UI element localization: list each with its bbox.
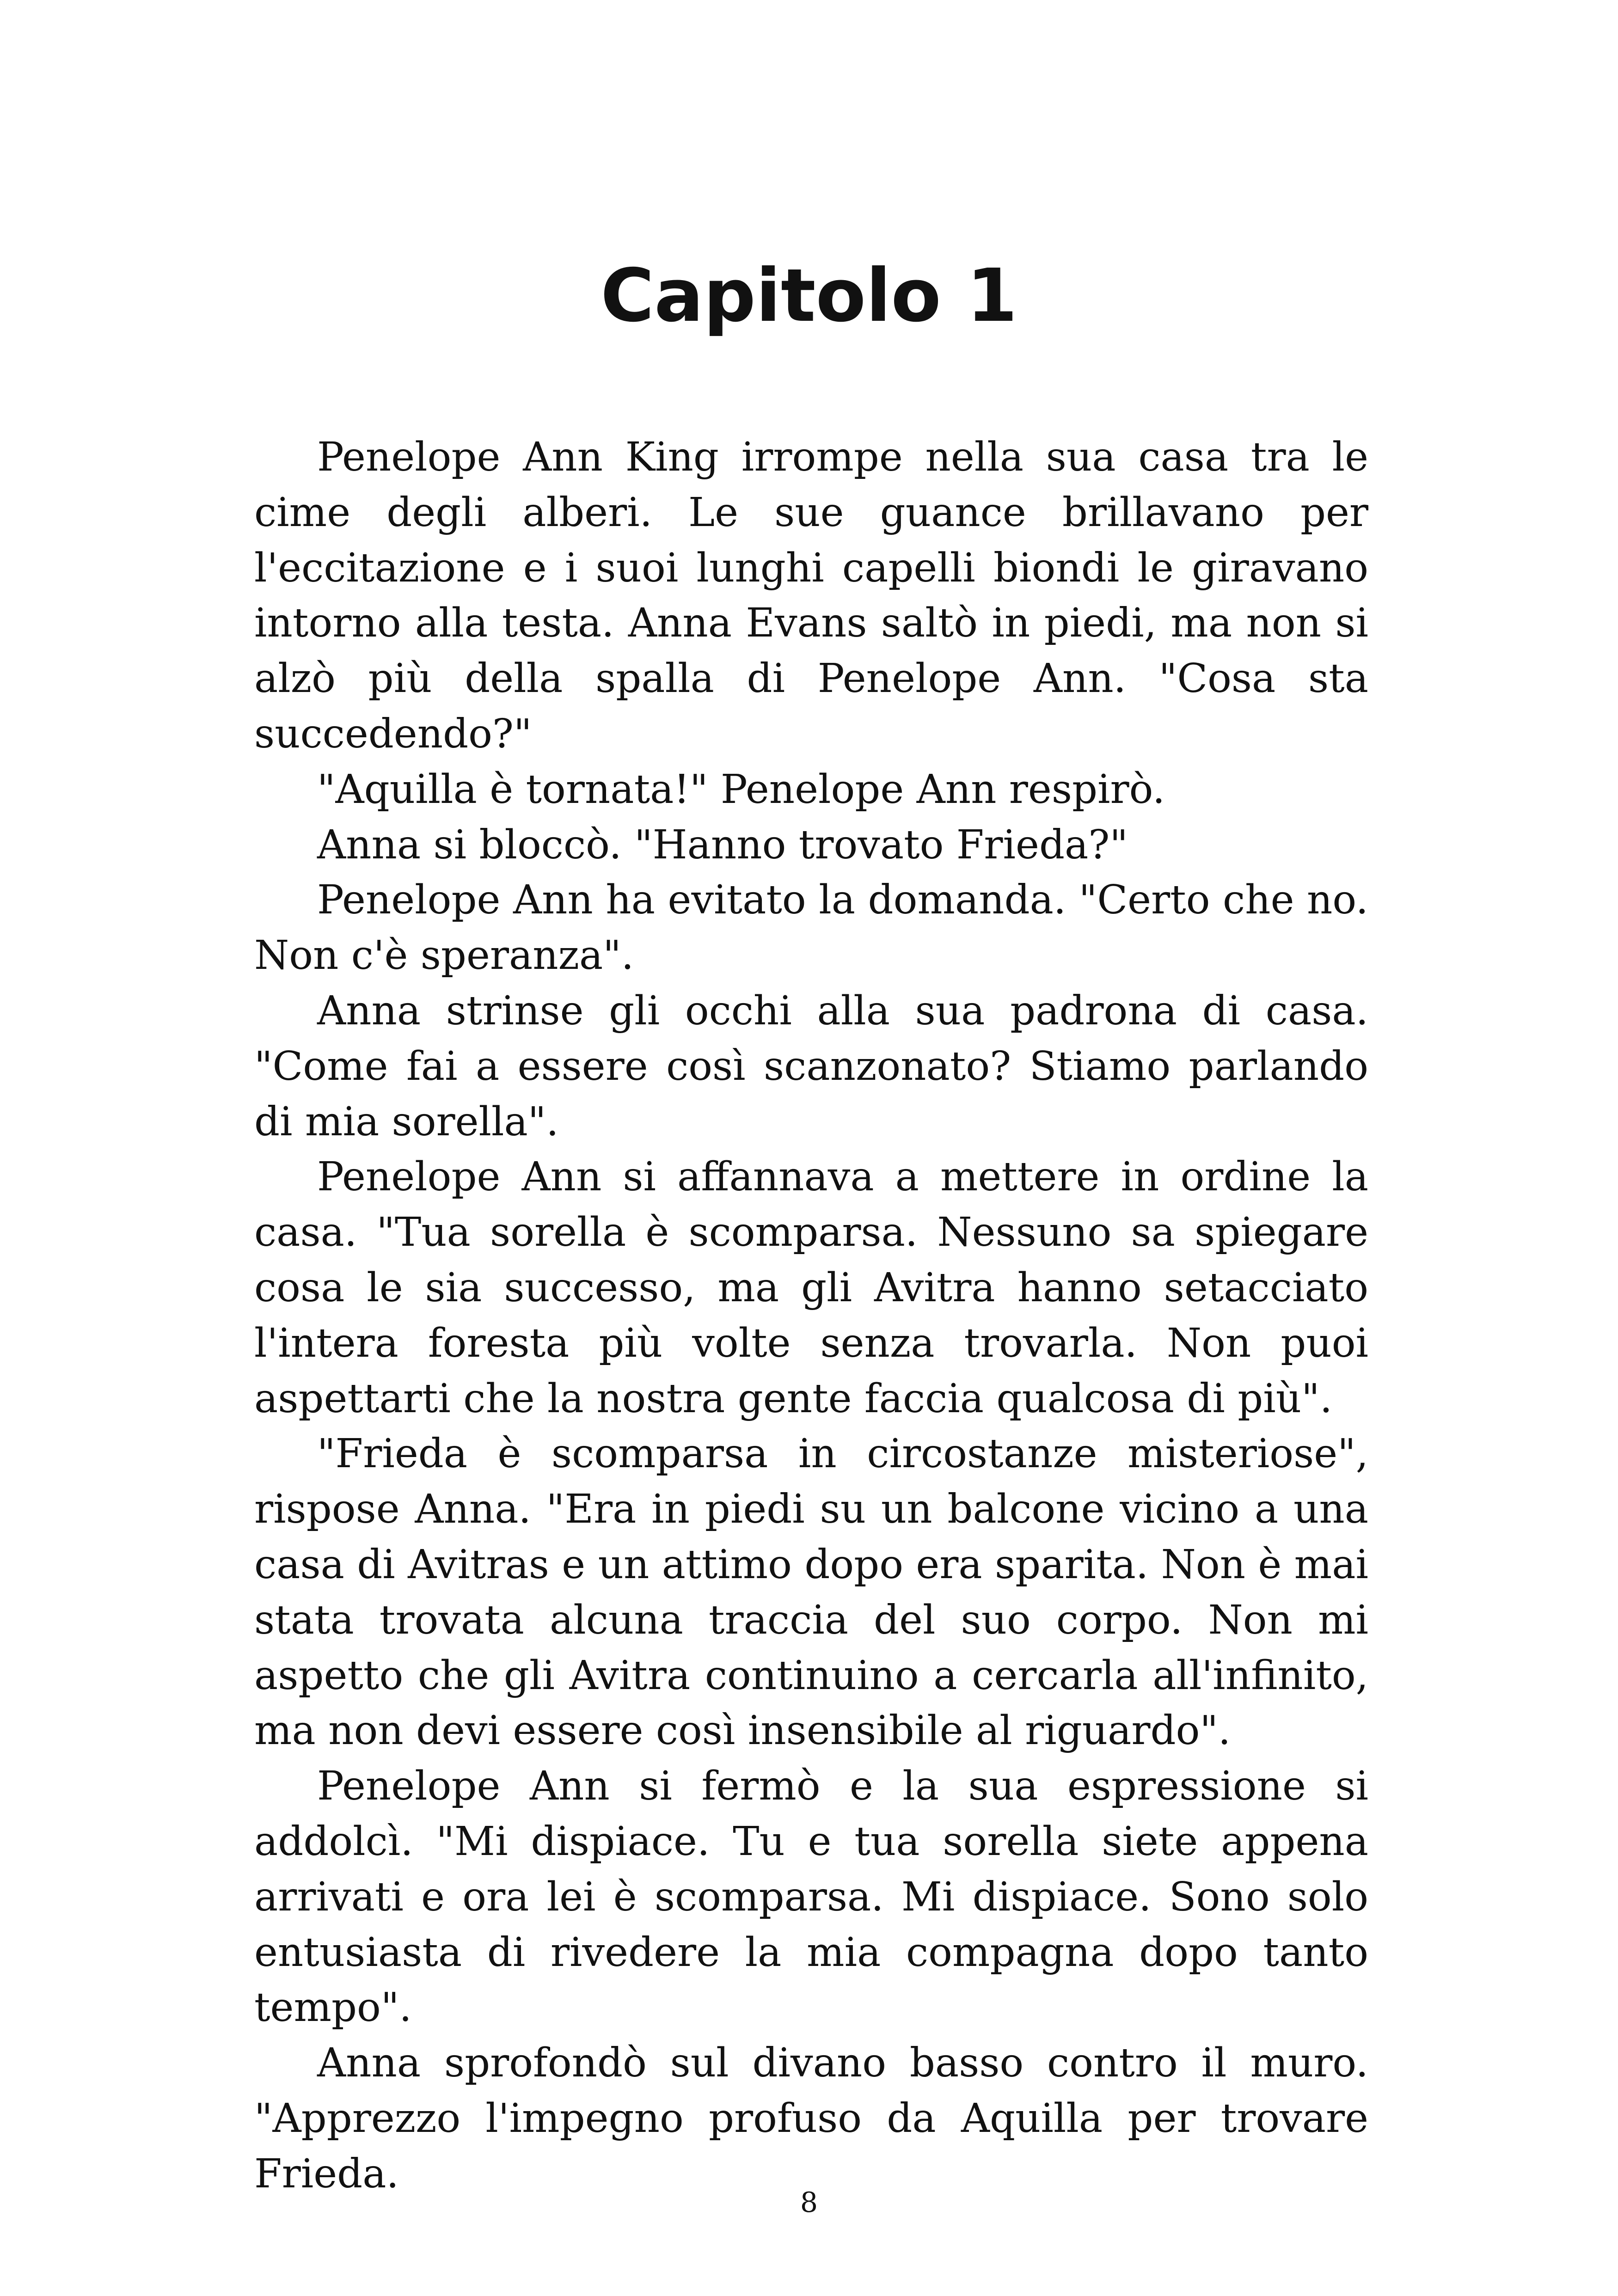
paragraph: Penelope Ann si affannava a mettere in ordine la casa. "Tua sorella è scomparsa. Nessuno sa spiegare cosa le sia successo, ma gli Avitra hanno setacciato l'intera foresta più volte senza trovarla. Non puoi aspettarti che la nostra gente faccia qualcosa di più". [254,1154,1368,1422]
paragraph: "Aquilla è tornata!" Penelope Ann respirò. [317,766,1165,813]
paragraph: Penelope Ann King irrompe nella sua casa tra le cime degli alberi. Le sue guance brillavano per l'eccitazione e i suoi lunghi capelli biondi le giravano intorno alla testa. Anna Evans saltò in piedi, ma non si alzò più della spalla di Penelope Ann. "Cosa sta succedendo?" [254,434,1368,757]
chapter-title: Capitolo 1 [601,253,1017,338]
paragraph: Penelope Ann ha evitato la domanda. "Certo che no. Non c'è speranza". [254,877,1368,979]
paragraph: "Frieda è scomparsa in circostanze misteriose", rispose Anna. "Era in piedi su un balcone vicino a una casa di Avitras e un attimo dopo era sparita. Non è mai stata trovata alcuna traccia del suo corpo. Non mi aspetto che gli Avitra continuino a cercarla all'infinito, ma non devi essere così insensibile al riguardo". [254,1431,1368,1754]
paragraph: Anna sprofondò sul divano basso contro il muro. "Apprezzo l'impegno profuso da Aquilla per trovare Frieda. [254,2040,1368,2197]
chapter-body [254,430,1368,2202]
page-number: 8 [800,2186,818,2219]
paragraph: Anna si bloccò. "Hanno trovato Frieda?" [317,821,1128,868]
paragraph: Anna strinse gli occhi alla sua padrona di casa. "Come fai a essere così scanzonato? Stiamo parlando di mia sorella". [254,987,1368,1145]
paragraph: Penelope Ann si fermò e la sua espressione si addolcì. "Mi dispiace. Tu e tua sorella siete appena arrivati e ora lei è scomparsa. Mi dispiace. Sono solo entusiasta di rivedere la mia compagna dopo tanto tempo". [254,1763,1368,2031]
